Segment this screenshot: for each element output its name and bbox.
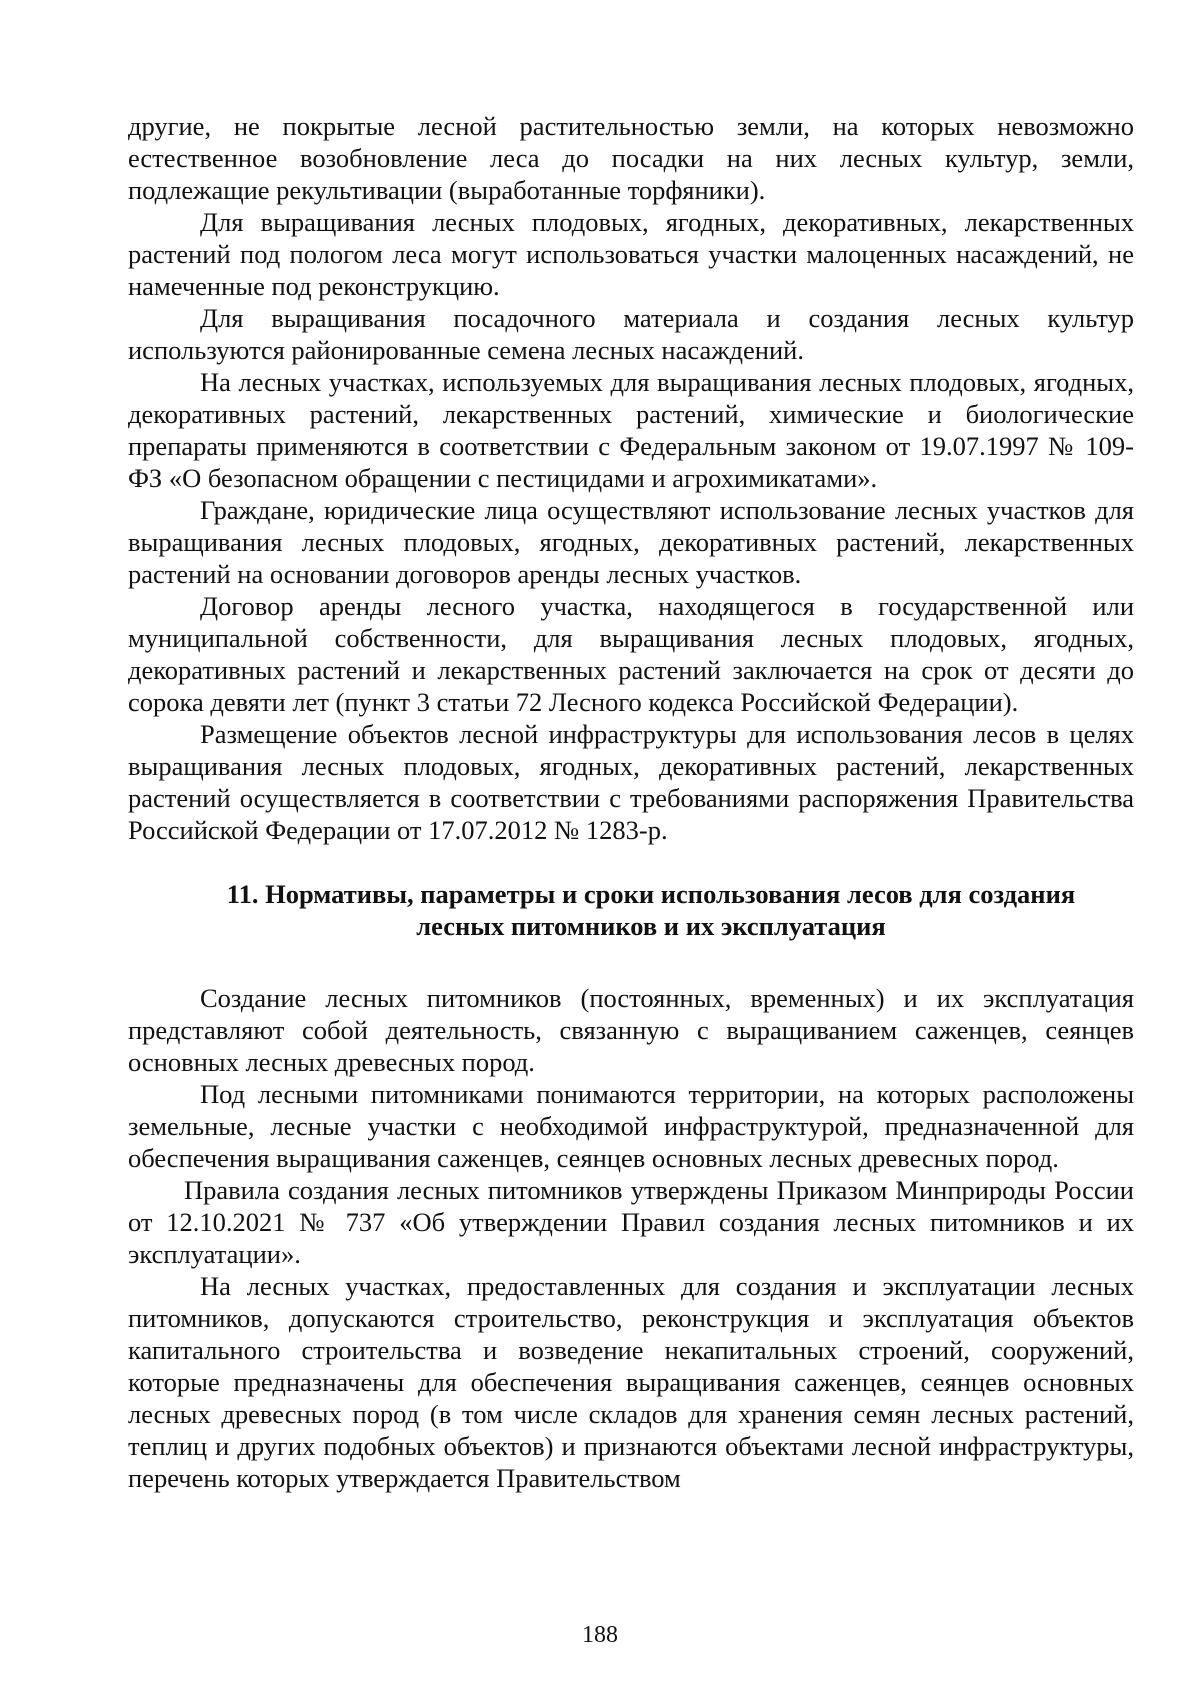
paragraph: На лесных участках, предоставленных для создания и эксплуатации лесных питомников, допускаются строительство, реконструкция и эксплуатация объектов капитального строительства и возведение некапитальных строений, сооружений, которые предназначены для обеспечения выращивания саженцев, сеянцев основных лесных древесных пород (в том числе складов для хранения семян лесных растений, теплиц и других подобных объектов) и признаются объектами лесной инфраструктуры, перечень которых утверждается Правительством <box>128 1271 1134 1493</box>
paragraph: На лесных участках, используемых для выращивания лесных плодовых, ягодных, декоративных растений, лекарственных растений, химические и биологические препараты применяются в соответствии с Федеральным законом от 19.07.1997 № 109-ФЗ «О безопасном обращении с пестицидами и агрохимикатами». <box>128 367 1134 493</box>
paragraph: Под лесными питомниками понимаются территории, на которых расположены земельные, лесные участки с необходимой инфраструктурой, предназначенной для обеспечения выращивания саженцев, сеянцев основных лесных древесных пород. <box>128 1079 1134 1173</box>
paragraph: Создание лесных питомников (постоянных, временных) и их эксплуатация представляют собой деятельность, связанную с выращиванием саженцев, сеянцев основных лесных древесных пород. <box>128 983 1134 1077</box>
paragraph: Правила создания лесных питомников утверждены Приказом Минприроды России от 12.10.2021 № 737 «Об утверждении Правил создания лесных питомников и их эксплуатации». <box>128 1175 1134 1269</box>
section-heading <box>128 878 1134 942</box>
paragraph: Для выращивания лесных плодовых, ягодных, декоративных, лекарственных растений под пологом леса могут использоваться участки малоценных насаждений, не намеченные под реконструкцию. <box>128 207 1134 301</box>
page-number: 188 <box>582 1622 618 1648</box>
paragraph: Размещение объектов лесной инфраструктуры для использования лесов в целях выращивания лесных плодовых, ягодных, декоративных растений, лекарственных растений осуществляется в соответствии с требованиями распоряжения Правительства Российской Федерации от 17.07.2012 № 1283-р. <box>128 719 1134 845</box>
section-heading-line-1: 11. Нормативы, параметры и сроки использования лесов для создания <box>226 879 1076 909</box>
paragraph: другие, не покрытые лесной растительностью земли, на которых невозможно естественное возобновление леса до посадки на них лесных культур, земли, подлежащие рекультивации (выработанные торфяники). <box>128 111 1134 205</box>
section-heading-line-2: лесных питомников и их эксплуатация <box>416 911 886 941</box>
document-body <box>128 110 1134 1494</box>
paragraph: Граждане, юридические лица осуществляют использование лесных участков для выращивания лесных плодовых, ягодных, декоративных растений, лекарственных растений на основании договоров аренды лесных участков. <box>128 495 1134 589</box>
paragraph: Для выращивания посадочного материала и создания лесных культур используются районированные семена лесных насаждений. <box>128 303 1134 365</box>
paragraph: Договор аренды лесного участка, находящегося в государственной или муниципальной собственности, для выращивания лесных плодовых, ягодных, декоративных растений и лекарственных растений заключается на срок от десяти до сорока девяти лет (пункт 3 статьи 72 Лесного кодекса Российской Федерации). <box>128 591 1134 717</box>
